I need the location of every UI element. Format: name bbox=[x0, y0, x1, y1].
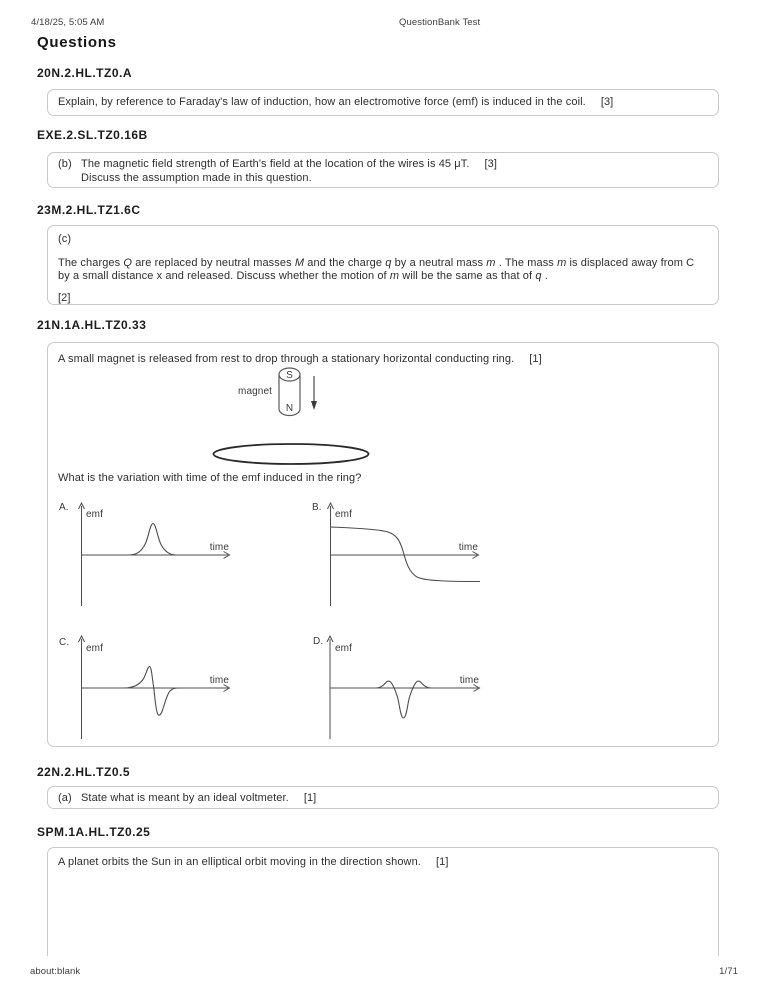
question-body: The charges Q are replaced by neutral masses M and the charge q by a neutral mass m . The mass m is displaced away from C by a small distance x and released. Discuss whether the motion of m will be the same as that of q . bbox=[58, 256, 695, 282]
magnet-figure bbox=[277, 367, 319, 421]
option-d-letter: D. bbox=[313, 636, 324, 647]
question-id-q2: EXE.2.SL.TZ0.16B bbox=[37, 128, 148, 142]
footer-source: about:blank bbox=[30, 966, 81, 977]
question-box-q6 bbox=[47, 847, 719, 956]
pole-south-label: S bbox=[286, 370, 293, 381]
question-id-q5: 22N.2.HL.TZ0.5 bbox=[37, 765, 131, 779]
emf-curve bbox=[330, 681, 435, 718]
y-axis-label: emf bbox=[335, 509, 352, 520]
emf-curve bbox=[82, 667, 184, 716]
question-part-row bbox=[58, 792, 708, 806]
question-line-2: Discuss the assumption made in this question. bbox=[81, 171, 312, 184]
x-axis-label: time bbox=[209, 675, 229, 686]
part-label: (b) bbox=[58, 158, 72, 170]
question-body: Explain, by reference to Faraday's law of induction, how an electromotive force (emf) is induced in the coil. bbox=[58, 96, 586, 108]
x-axis-label: time bbox=[459, 675, 479, 686]
marks-badge: [3] bbox=[484, 158, 498, 170]
part-label: (c) bbox=[58, 233, 72, 245]
question-id-q1: 20N.2.HL.TZ0.A bbox=[37, 66, 133, 80]
question-intro bbox=[58, 353, 708, 367]
conducting-ring-figure bbox=[211, 442, 371, 466]
pole-north-label: N bbox=[285, 403, 294, 414]
y-axis-label: emf bbox=[86, 643, 103, 654]
question-box-q3 bbox=[47, 225, 719, 305]
question-box-q1 bbox=[47, 89, 719, 116]
page-title: Questions bbox=[37, 34, 117, 51]
option-a-graph bbox=[75, 500, 237, 610]
emf-curve bbox=[331, 527, 481, 582]
option-c-graph bbox=[75, 633, 237, 743]
question-body: A small magnet is released from rest to drop through a stationary horizontal conducting ring. bbox=[58, 353, 515, 365]
marks-badge: [1] bbox=[529, 353, 542, 365]
marks-badge: [2] bbox=[58, 291, 71, 304]
option-b-letter: B. bbox=[312, 502, 322, 513]
question-text bbox=[81, 792, 316, 806]
header-doc-title: QuestionBank Test bbox=[399, 17, 481, 28]
question-box-q2 bbox=[47, 152, 719, 188]
marks-badge: [1] bbox=[303, 792, 317, 804]
question-box-q4 bbox=[47, 342, 719, 747]
drop-arrow-head bbox=[311, 401, 317, 410]
question-prompt: What is the variation with time of the emf induced in the ring? bbox=[58, 472, 362, 484]
option-a-letter: A. bbox=[59, 502, 69, 513]
question-id-q6: SPM.1A.HL.TZ0.25 bbox=[37, 825, 151, 839]
marks-badge: [3] bbox=[600, 96, 614, 108]
option-c-letter: C. bbox=[59, 637, 70, 648]
magnet-label: magnet bbox=[238, 386, 272, 397]
question-text bbox=[58, 856, 708, 870]
question-text bbox=[58, 96, 708, 110]
option-b-graph bbox=[324, 500, 486, 610]
ring-ellipse bbox=[214, 444, 369, 464]
footer-page-indicator: 1/71 bbox=[719, 966, 738, 977]
x-axis-label: time bbox=[209, 542, 229, 553]
question-part-row bbox=[58, 158, 708, 185]
emf-curve bbox=[82, 524, 225, 556]
option-d-graph bbox=[323, 633, 485, 743]
question-body: A planet orbits the Sun in an elliptical orbit moving in the direction shown. bbox=[58, 856, 421, 868]
question-body: State what is meant by an ideal voltmeter. bbox=[81, 792, 289, 804]
marks-badge: [1] bbox=[435, 856, 449, 868]
part-label: (a) bbox=[58, 792, 72, 804]
question-box-q5 bbox=[47, 786, 719, 809]
question-text bbox=[81, 158, 497, 185]
x-axis-label: time bbox=[458, 542, 478, 553]
question-id-q3: 23M.2.HL.TZ1.6C bbox=[37, 203, 141, 217]
question-id-q4: 21N.1A.HL.TZ0.33 bbox=[37, 318, 147, 332]
header-datetime: 4/18/25, 5:05 AM bbox=[31, 17, 105, 28]
question-line-1 bbox=[81, 158, 497, 172]
y-axis-label: emf bbox=[86, 509, 103, 520]
y-axis-label: emf bbox=[335, 643, 352, 654]
question-body: The magnetic field strength of Earth's field at the location of the wires is 45 μT. bbox=[81, 158, 470, 170]
